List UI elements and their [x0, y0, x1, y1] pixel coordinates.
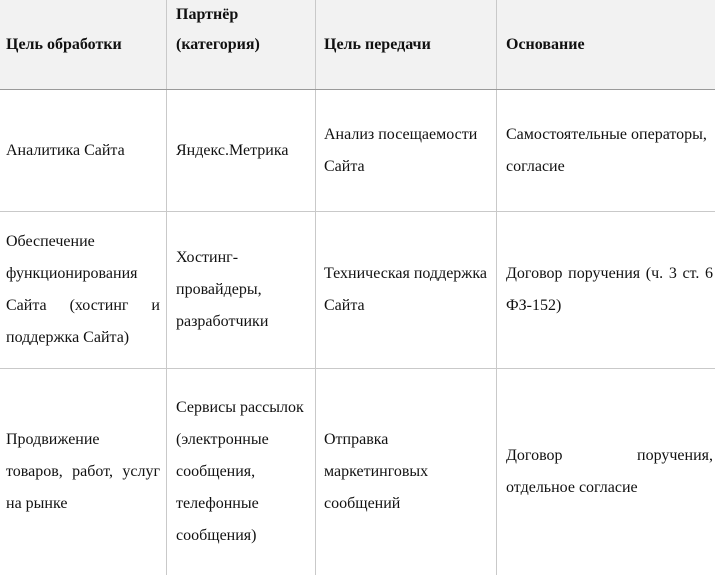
partner-text: Хостинг-провайдеры, разработчики	[176, 249, 269, 330]
cell-basis	[497, 212, 715, 368]
cell-transfer	[316, 369, 497, 575]
purpose-text: Аналитика Сайта	[6, 141, 125, 159]
cell-basis	[497, 90, 715, 211]
header-partner-label: Партнёр (категория)	[176, 5, 260, 53]
header-transfer-label: Цель передачи	[324, 35, 431, 53]
basis-text: Договор поручения (ч. 3 ст. 6 ФЗ-152)	[506, 265, 713, 314]
basis-text: Самостоятельные операторы, согласие	[506, 125, 707, 175]
header-cell-transfer	[316, 0, 497, 89]
cell-partner	[167, 90, 316, 211]
cell-transfer	[316, 212, 497, 368]
transfer-text: Анализ посещаемости Сайта	[324, 125, 478, 175]
table-header-row	[0, 0, 715, 90]
purpose-text: Обеспечение функционирования Сайта (хостинг и поддержка Сайта)	[6, 233, 160, 346]
transfer-text: Техническая поддержка Сайта	[324, 265, 487, 314]
cell-purpose	[0, 90, 167, 211]
partner-text: Сервисы рассылок (электронные сообщения, телефонные сообщения)	[176, 399, 304, 544]
header-cell-partner	[167, 0, 316, 89]
cell-partner	[167, 369, 316, 575]
table-row	[0, 369, 715, 575]
header-cell-basis	[497, 0, 715, 89]
header-basis-label: Основание	[506, 35, 585, 53]
partner-text: Яндекс.Метрика	[176, 141, 289, 159]
cell-purpose	[0, 212, 167, 368]
table-row	[0, 212, 715, 369]
cell-partner	[167, 212, 316, 368]
cell-transfer	[316, 90, 497, 211]
purpose-text: Продвижение товаров, работ, услуг на рынке	[6, 431, 160, 512]
basis-text: Договор поручения, отдельное согласие	[506, 447, 713, 496]
cell-purpose	[0, 369, 167, 575]
header-cell-purpose	[0, 0, 167, 89]
header-purpose-label: Цель обработки	[6, 35, 122, 53]
transfer-text: Отправка маркетинговых сообщений	[324, 431, 429, 512]
table-row	[0, 90, 715, 212]
cell-basis	[497, 369, 715, 575]
